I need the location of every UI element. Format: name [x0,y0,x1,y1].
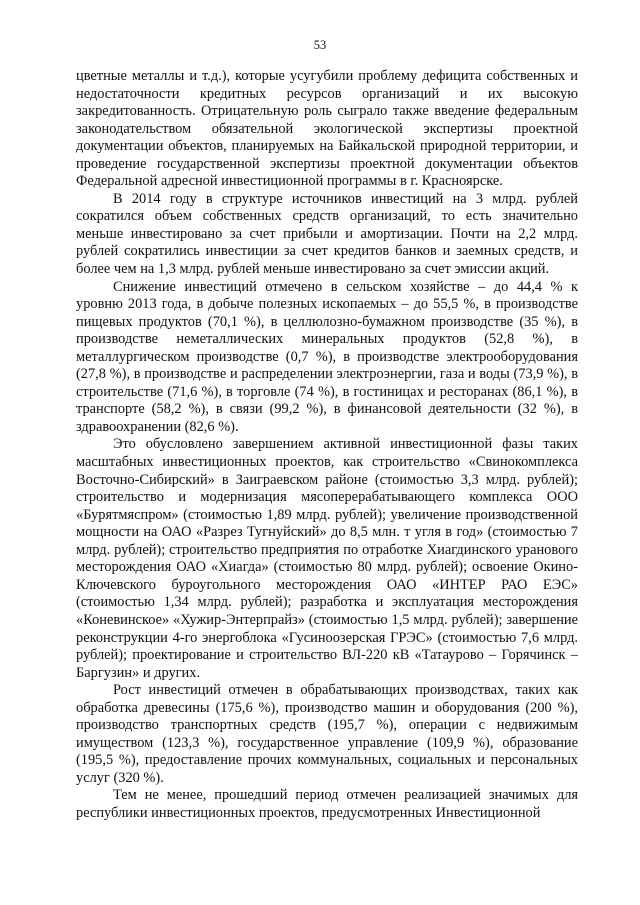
paragraph-investment-decline: Снижение инвестиций отмечено в сельском хозяйстве – до 44,4 % к уровню 2013 года, в добыче полезных ископаемых – до 55,5 %, в производстве пищевых продуктов (70,1 %), в целлюлозно-бумажном производстве (35 %), в производстве неметаллических минеральных продуктов (52,8 %), в металлургическом производстве (0,7 %), в производстве электрооборудования (27,8 %), в производстве и распределении электроэнергии, газа и воды (73,9 %), в строительстве (71,6 %), в торговле (74 %), в гостиницах и ресторанах (86,1 %), в транспорте (58,2 %), в связи (99,2 %), в финансовой деятельности (32 %), в здравоохранении (82,6 %). [76,278,578,435]
paragraph-continuation: цветные металлы и т.д.), которые усугубили проблему дефицита собственных и недостаточности кредитных ресурсов организаций и их высокую закредитованность. Отрицательную роль сыграло также введение федеральным законодательством обязательной экологической экспертизы проектной документации объектов, планируемых на Байкальской природной территории, и проведение государственной экспертизы проектной документации объектов Федеральной адресной инвестиционной программы в г. Красноярске. [76,68,578,190]
paragraph-investment-growth: Рост инвестиций отмечен в обрабатывающих производствах, таких как обработка древесины (175,6 %), производство машин и оборудования (200 %), производство транспортных средств (195,7 %), операции с недвижимым имуществом (123,3 %), государственное управление (109,9 %), образование (195,5 %), предоставление прочих коммунальных, социальных и персональных услуг (320 %). [76,682,578,786]
paragraph-significant-projects: Тем не менее, прошедший период отмечен реализацией значимых для республики инвестиционных проектов, предусмотренных Инвестиционной [76,787,578,821]
body-text [76,68,578,823]
paragraph-completed-projects: Это обусловлено завершением активной инвестиционной фазы таких масштабных инвестиционных проектов, как строительство «Свинокомплекса Восточно-Сибирский» в Заиграевском районе (стоимостью 3,3 млрд. рублей); строительство и модернизация мясоперерабатывающего комплекса ООО «Бурятмяспром» (стоимостью 1,89 млрд. рублей); увеличение производственной мощности на ОАО «Разрез Тугнуйский» до 8,5 млн. т угля в год» (стоимостью 7 млрд. рублей); строительство предприятия по отработке Хиагдинского уранового месторождения ОАО «Хиагда» (стоимостью 80 млрд. рублей); освоение Окино-Ключевского буроугольного месторождения ОАО «ИНТЕР РАО ЕЭС» (стоимостью 1,34 млрд. рублей); разработка и эксплуатация месторождения «Коневинское» «Хужир-Энтерпрайз» (стоимостью 1,5 млрд. рублей); завершение реконструкции 4-го энергоблока «Гусиноозерская ГРЭС» (стоимостью 7,6 млрд. рублей); проектирование и строительство ВЛ-220 кВ «Татаурово – Горячинск – Баргузин» и других. [76,436,578,681]
page-number: 53 [313,38,327,52]
paragraph-investment-sources: В 2014 году в структуре источников инвестиций на 3 млрд. рублей сократился объем собственных средств организаций, то есть значительно меньше инвестировано за счет прибыли и амортизации. Почти на 2,2 млрд. рублей сократились инвестиции за счет кредитов банков и заемных средств, и более чем на 1,3 млрд. рублей меньше инвестировано за счет эмиссии акций. [76,190,578,278]
